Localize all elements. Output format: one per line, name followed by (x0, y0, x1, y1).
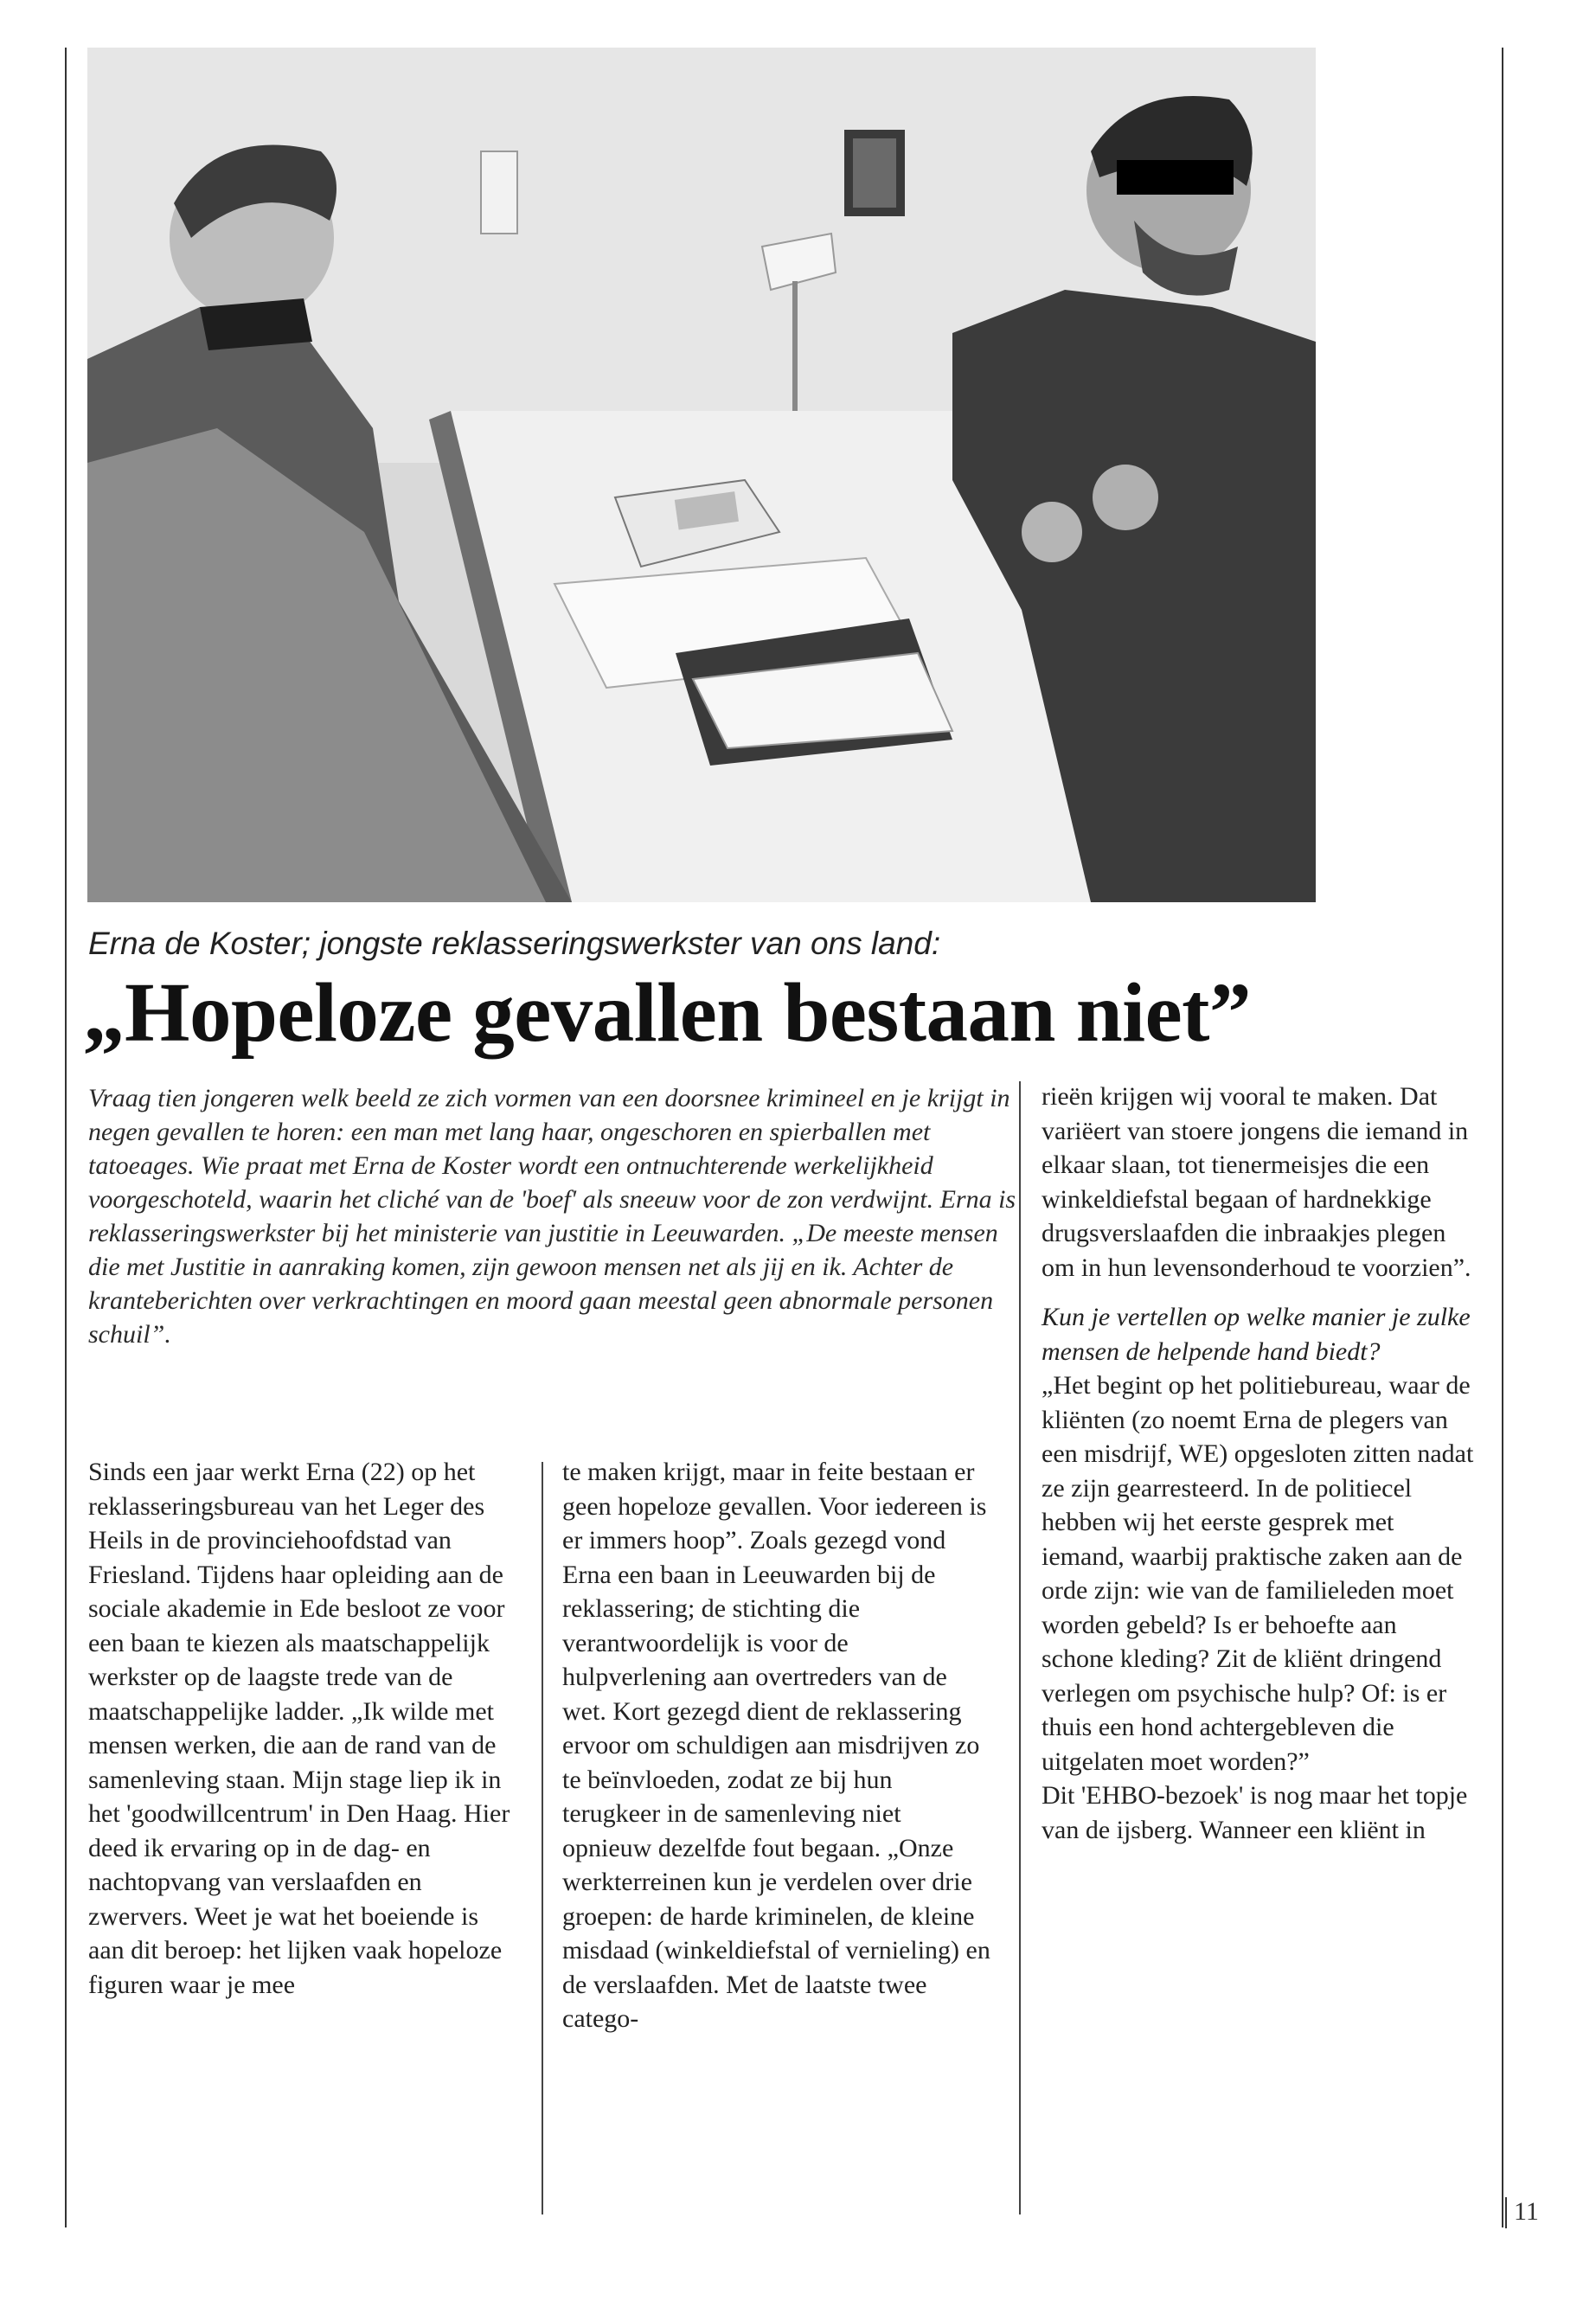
page-number: 11 (1514, 2197, 1539, 2226)
body-column-2 (562, 1455, 993, 2036)
body-paragraph: te maken krijgt, maar in feite bestaan er geen hopeloze gevallen. Voor iedereen is er immers hoop”. Zoals gezegd vond Erna een baan in Leeuwarden bij de reklassering; de stichting die verantwoordelijk is voor de hulpverlening aan overtreders van de wet. Kort gezegd dient de reklassering ervoor om schuldigen aan misdrijven zo te beïnvloeden, zodat ze bij hun terugkeer in de samenleving niet opnieuw dezelfde fout begaan. „Onze werkterreinen kun je verdelen over drie groepen: de harde kriminelen, de kleine misdaad (winkeldiefstal of vernieling) en de verslaafden. Met de laatste twee catego- (562, 1458, 990, 2033)
body-paragraph: Dit 'EHBO-bezoek' is nog maar het topje van de ijsberg. Wanneer een kliënt in (1042, 1781, 1468, 1844)
interview-question: Kun je vertellen op welke manier je zulke mensen de helpende hand biedt? (1042, 1303, 1471, 1366)
body-paragraph: „Het begint op het politiebureau, waar de kliënten (zo noemt Erna de plegers van een misdrijf, WE) opgesloten zitten nadat ze zijn gearresteerd. In de politiecel hebben wij het eerste gesprek met iemand, waarbij praktische zaken aan de orde zijn: wie van de familieleden moet worden gebeld? Is er behoefte aan schone kleding? Zit de kliënt dringend verlegen om psychische hulp? Of: is er thuis een hond achtergebleven die uitgelaten moet worden?” (1042, 1371, 1474, 1776)
page-number-rule (1505, 2197, 1507, 2228)
body-paragraph: Sinds een jaar werkt Erna (22) op het reklasseringsbureau van het Leger des Heils in de provinciehoofdstad van Friesland. Tijdens haar opleiding aan de sociale akademie in Ede besloot ze voor een baan te kiezen als maatschappelijk werkster op de laagste trede van de maatschappelijke ladder. „Ik wilde met mensen werken, die aan de rand van de samenleving staan. Mijn stage liep ik in het 'goodwillcentrum' in Den Haag. Hier deed ik ervaring op in de dag- en nachtopvang van verslaafden en zwervers. Weet je wat het boeiende is aan dit beroep: het lijken vaak hopeloze figuren waar je mee (88, 1458, 510, 1999)
article-headline: „Hopeloze gevallen bestaan niet” (83, 966, 1251, 1059)
body-column-1 (88, 1455, 512, 2002)
body-column-3 (1042, 1080, 1474, 1847)
right-margin-rule (1502, 48, 1503, 2227)
article-intro: Vraag tien jongeren welk beeld ze zich vormen van een doorsnee krimineel en je krijgt in negen gevallen te horen: een man met lang haar, ongeschoren en spierballen met tatoeages. Wie praat met Erna de Koster wordt een ontnuchterende werkelijkheid voorgeschoteld, waarin het cliché van de 'boef' als sneeuw voor de zon verdwijnt. Erna is reklasseringswerkster bij het ministerie van justitie in Leeuwarden. „De meeste mensen die met Justitie in aanraking komen, zijn gewoon mensen net als jij en ik. Achter de kranteberichten over verkrachtingen en moord gaan meestal geen abnormale personen schuil”. (88, 1084, 1016, 1349)
column-divider (542, 1462, 543, 2214)
left-margin-rule (65, 48, 67, 2227)
article-kicker: Erna de Koster; jongste reklasseringswerkster van ons land: (88, 926, 941, 961)
body-paragraph: rieën krijgen wij vooral te maken. Dat variëert van stoere jongens die iemand in elkaar slaan, tot tienermeisjes die een winkeldiefstal begaan of hardnekkige drugsverslaafden die inbraakjes plegen om in hun levensonderhoud te voorzien”. (1042, 1082, 1471, 1282)
article-photo (87, 48, 1316, 902)
column-divider (1019, 1081, 1021, 2214)
